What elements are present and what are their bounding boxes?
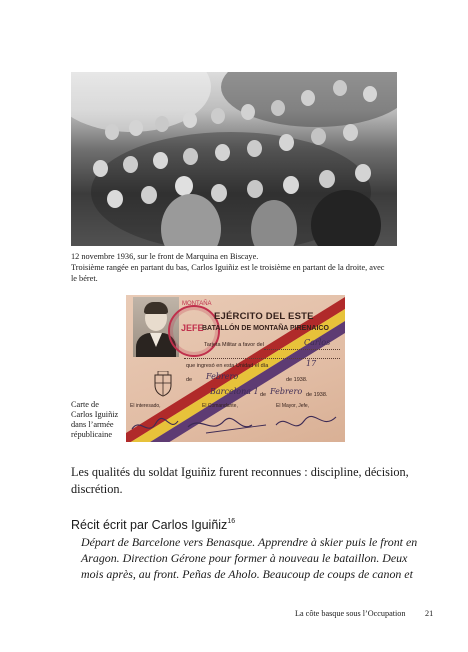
card-handwritten-month: Febrero xyxy=(206,372,239,381)
footnote-marker: 16 xyxy=(227,518,236,525)
card-caption-line: Carlos Iguiñiz xyxy=(71,410,119,419)
section-heading xyxy=(71,518,235,532)
narrative-text xyxy=(81,535,418,582)
card-handwritten-month-2: Febrero xyxy=(270,387,303,396)
card-handwritten-name: Carlos xyxy=(304,338,331,347)
card-caption-line: dans l’armée xyxy=(71,420,114,429)
page-number: 21 xyxy=(425,609,434,618)
card-handwritten-day: 17 xyxy=(306,359,317,368)
running-title: La côte basque sous l’Occupation xyxy=(295,609,406,618)
card-line-ingreso: que ingresó en esta Unidad el día xyxy=(186,363,269,369)
card-handwritten-place: Barcelona 1 xyxy=(210,387,259,396)
photo-caption-line: le béret. xyxy=(71,274,98,283)
card-line-year-2: de 1938. xyxy=(306,392,328,398)
photo-caption-line: Troisième rangée en partant du bas, Carlos Iguiñiz est le troisième en partant de la droite, avec xyxy=(71,263,385,272)
military-id-card xyxy=(126,295,345,442)
body-paragraph-line: Les qualités du soldat Iguiñiz furent reconnues : discipline, décision, xyxy=(71,465,409,479)
section-heading-text: Récit écrit par Carlos Iguiñiz xyxy=(71,518,228,532)
signatures xyxy=(126,407,345,441)
narrative-line: Aragon. Direction Gérone pour former à nouveau le bataillon. Deux xyxy=(81,550,408,565)
card-line-de: de xyxy=(186,377,193,383)
card-battalion: BATALLÓN DE MONTAÑA PIRENAICO xyxy=(202,325,329,332)
narrative-line: Départ de Barcelone vers Benasque. Apprendre à skier puis le front en xyxy=(81,535,418,549)
card-header: EJÉRCITO DEL ESTE xyxy=(214,311,314,322)
photo-caption-line: 12 novembre 1936, sur le front de Marquina en Biscaye. xyxy=(71,252,259,261)
card-label-interesado: El interesado, xyxy=(130,403,161,409)
card-dotted-line xyxy=(264,349,340,350)
card-caption xyxy=(71,400,123,440)
card-dotted-line xyxy=(184,358,340,359)
photo-caption xyxy=(71,251,401,284)
card-caption-line: républicaine xyxy=(71,430,113,439)
group-photo xyxy=(71,72,397,246)
card-label-mayor: El Mayor, Jefe, xyxy=(276,403,310,409)
body-paragraph xyxy=(71,464,409,497)
coat-of-arms-icon xyxy=(152,371,174,397)
card-caption-line: Carte de xyxy=(71,400,99,409)
card-line-tarjeta: Tarjeta Militar a favor del xyxy=(204,342,264,348)
narrative-line: mois après, au front. Peñas de Aholo. Beaucoup de coups de canon et xyxy=(81,566,413,581)
card-line-fecha: de xyxy=(260,392,267,398)
stamp-word: JEFE xyxy=(181,323,204,333)
body-paragraph-line: discrétion. xyxy=(71,481,123,496)
card-line-year-1: de 1938. xyxy=(286,377,308,383)
card-label-comandante: El Comandante, xyxy=(202,403,238,409)
stamp-arc-text: MONTAÑA xyxy=(182,301,212,307)
